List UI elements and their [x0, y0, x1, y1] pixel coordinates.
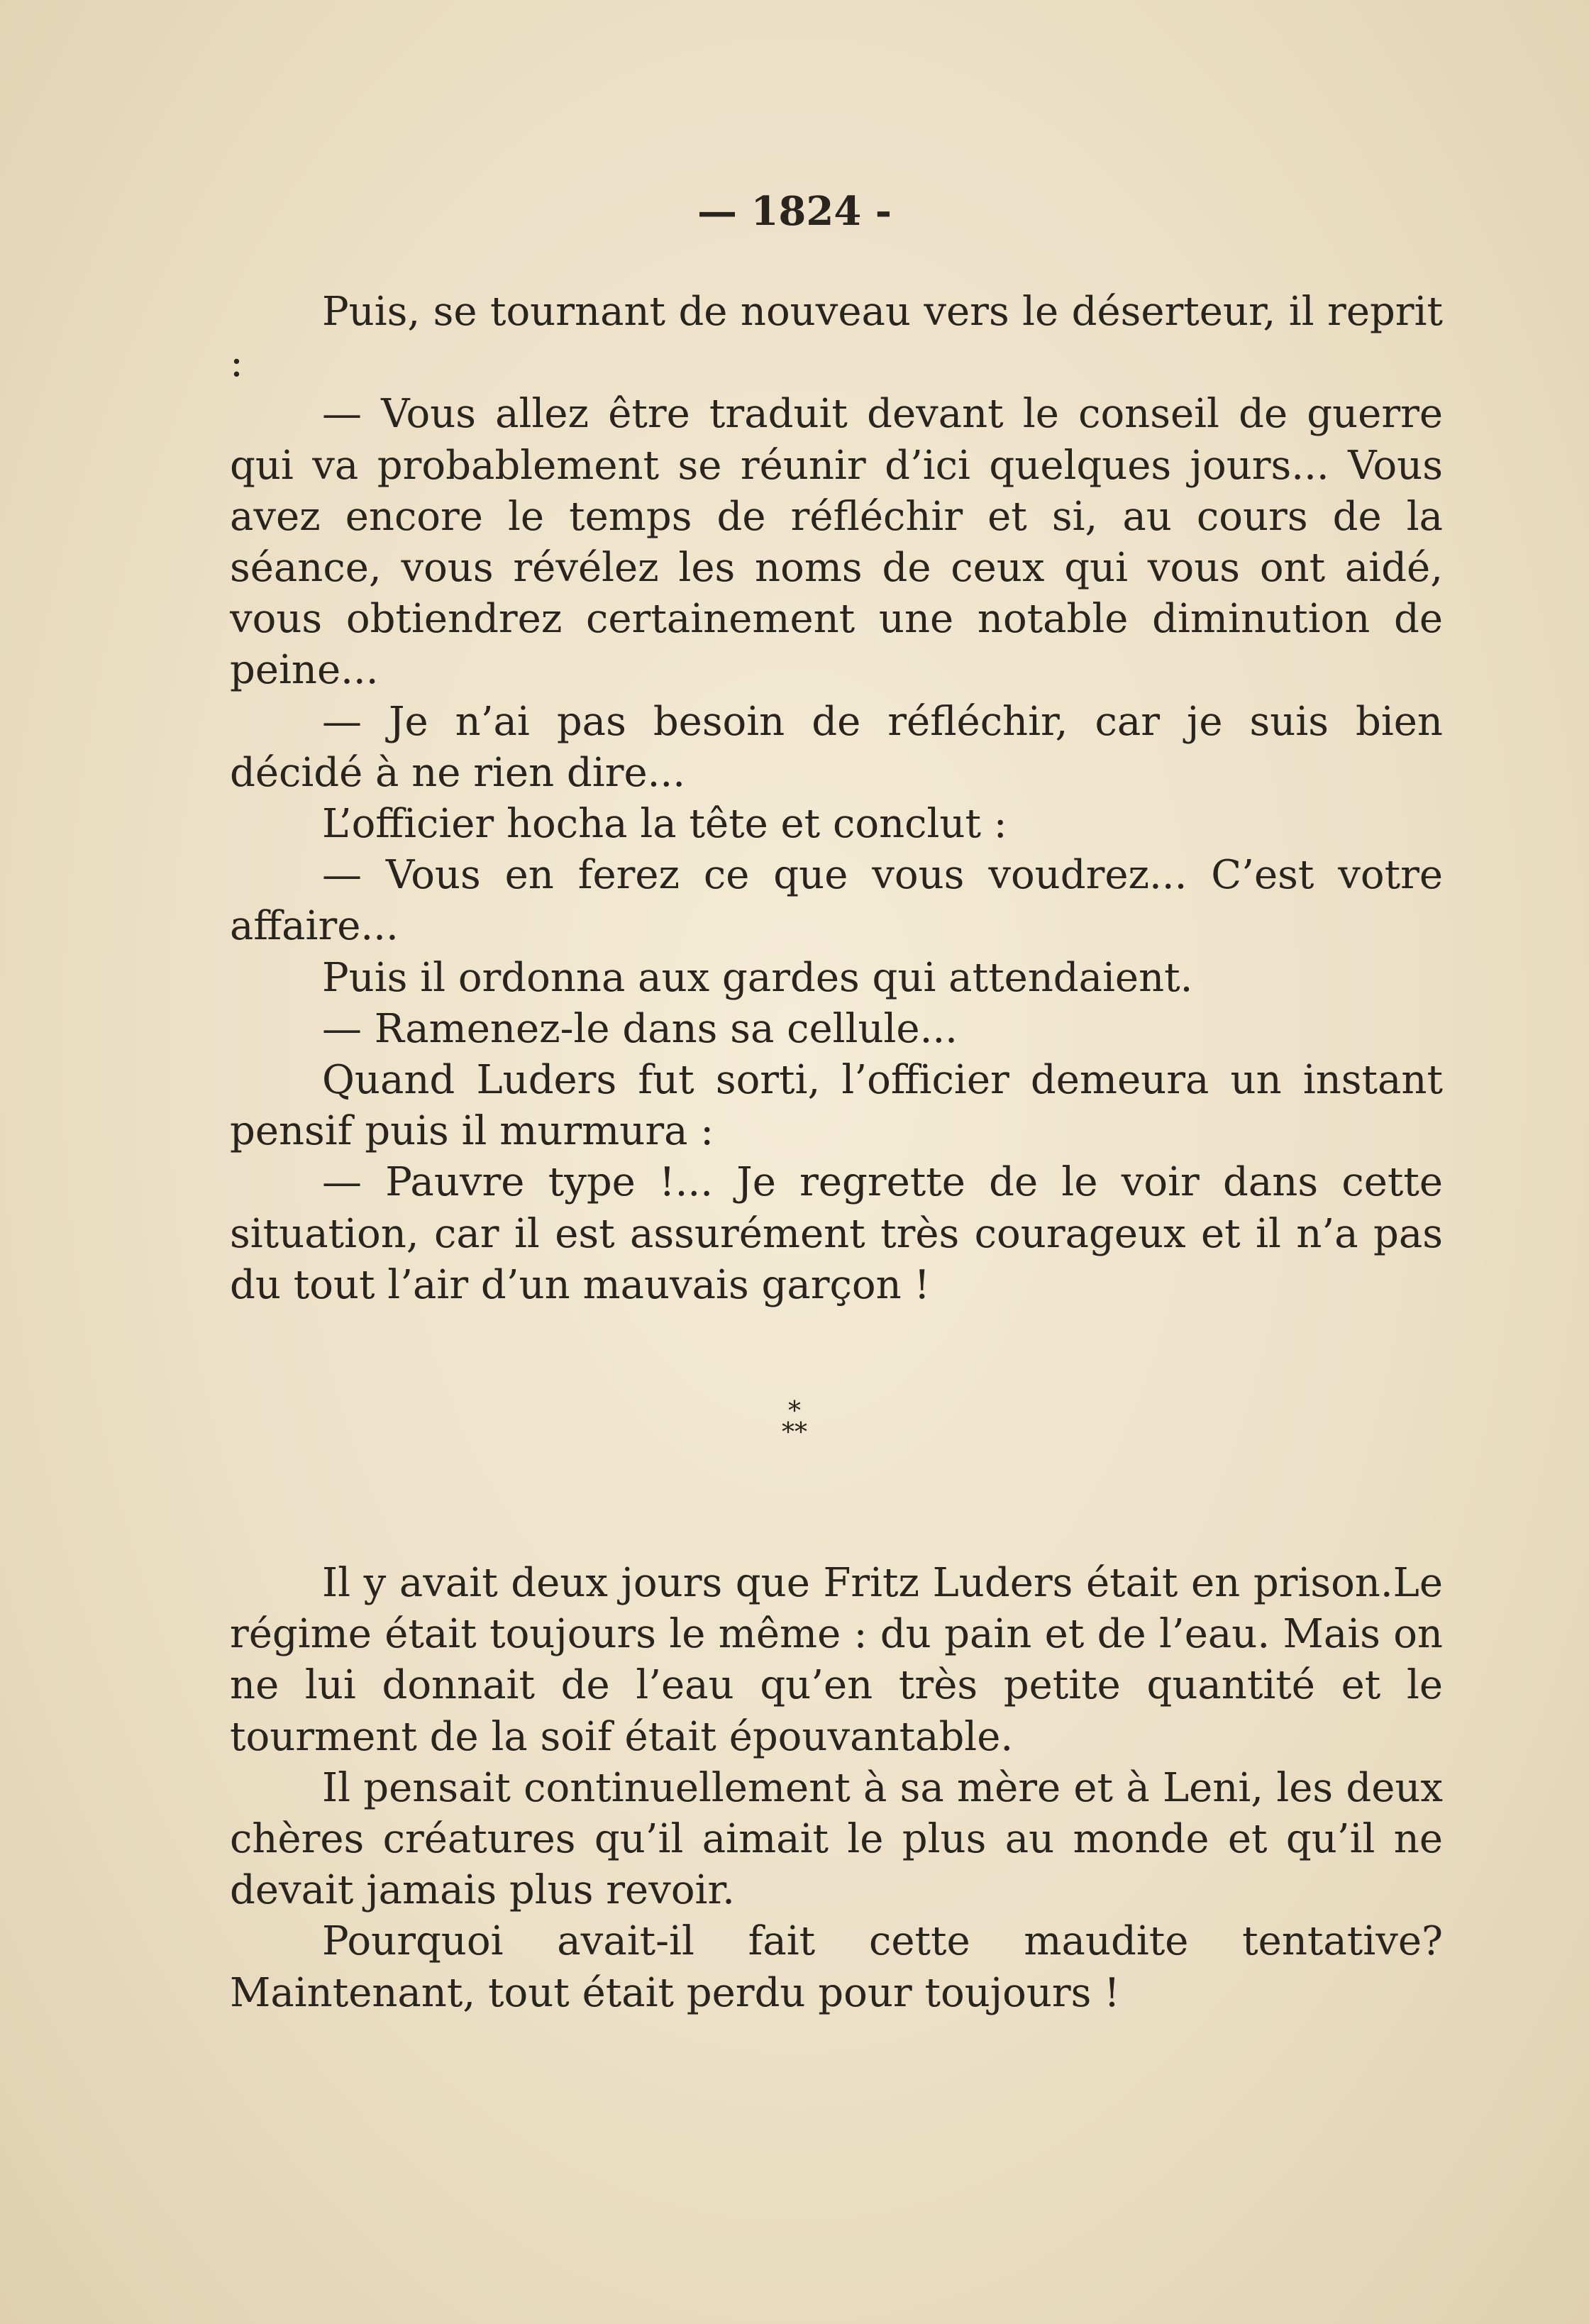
asterism-top: *: [788, 1397, 801, 1426]
paragraph: Puis il ordonna aux gardes qui attendaient.: [322, 954, 1193, 1001]
paragraph: Il pensait continuellement à sa mère et à Leni, les deux chères créatures qu’il aimait le plus au monde et qu’il ne devait jamais plus revoir.: [230, 1764, 1443, 1914]
text-section-1: [230, 287, 1443, 1311]
paragraph: — Vous en ferez ce que vous voudrez... C’est votre affaire...: [230, 852, 1443, 950]
paragraph: — Vous allez être traduit devant le conseil de guerre qui va probablement se réunir d’ici quelques jours... Vous avez encore le temps de réfléchir et si, au cours de la séance, vous révélez les noms de ceux qui vous ont aidé, vous obtiendrez certainement une notable diminution de peine...: [230, 391, 1443, 694]
paragraph: L’officier hocha la tête et conclut :: [322, 801, 1007, 848]
paragraph: Il y avait deux jours que Fritz Luders était en prison.Le régime était toujours le même : du pain et de l’eau. Mais on ne lui donnait de l’eau qu’en très petite quantité et le tourment de la soif était épouvantable.: [230, 1560, 1443, 1760]
asterism-bottom: **: [782, 1418, 807, 1447]
paragraph: Quand Luders fut sorti, l’officier demeura un instant pensif puis il murmura :: [230, 1057, 1443, 1155]
text-section-2: [230, 1558, 1443, 2019]
paragraph: Pourquoi avait-il fait cette maudite tentative? Maintenant, tout était perdu pour toujours !: [230, 1918, 1443, 2016]
paragraph: — Ramenez-le dans sa cellule...: [322, 1005, 958, 1052]
paragraph: Puis, se tournant de nouveau vers le déserteur, il reprit :: [230, 289, 1443, 387]
page-number: — 1824 -: [697, 188, 892, 235]
paragraph: — Pauvre type !... Je regrette de le voir dans cette situation, car il est assurément très courageux et il n’a pas du tout l’air d’un mauvais garçon !: [230, 1159, 1443, 1308]
section-separator-asterism: [0, 1397, 1589, 1447]
paragraph: — Je n’ai pas besoin de réfléchir, car je suis bien décidé à ne rien dire...: [230, 698, 1443, 796]
